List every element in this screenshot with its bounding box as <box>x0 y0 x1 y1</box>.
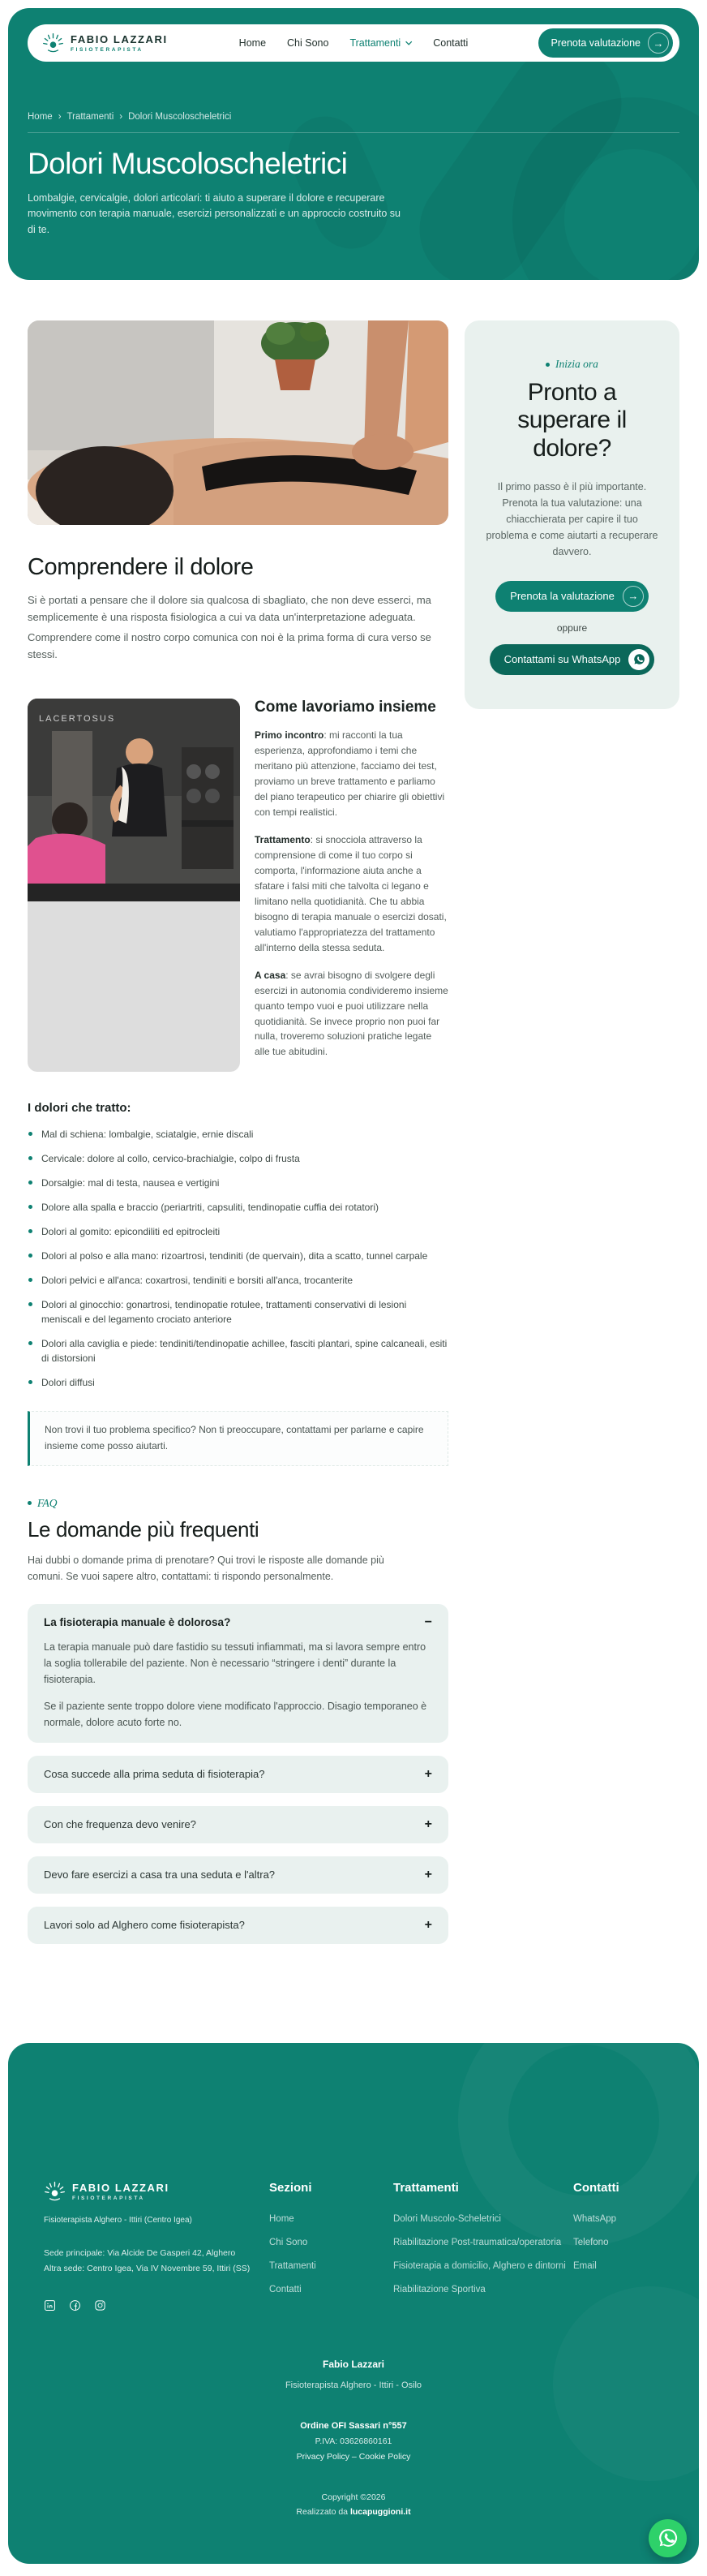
whatsapp-contact-button[interactable]: Contattami su WhatsApp <box>490 644 655 675</box>
breadcrumb <box>28 112 679 122</box>
breadcrumb-trattamenti[interactable]: Trattamenti <box>66 112 114 122</box>
list-item: Dolori diffusi <box>28 1375 448 1390</box>
address-line: Altra sede: Centro Igea, Via IV Novembre 59, Ittiri (SS) <box>44 2263 251 2273</box>
section-heading-comprendere: Comprendere il dolore <box>28 554 254 581</box>
or-divider: oppure <box>556 621 588 634</box>
photo-gym-session <box>28 699 240 1072</box>
footer-brand-logo[interactable] <box>44 2181 269 2203</box>
expand-plus-icon[interactable]: + <box>424 1867 432 1881</box>
privacy-policy-link[interactable]: Privacy Policy <box>296 2451 350 2462</box>
faq-item[interactable] <box>28 1756 448 1793</box>
footer-column-contatti <box>573 2181 619 2312</box>
list-item: Dolori al ginocchio: gonartrosi, tendinopatie rotulee, trattamenti conservativi di lesioni meniscali e del legamento crociato anteriore <box>28 1297 448 1327</box>
brand-logo[interactable] <box>42 32 168 54</box>
footer-legal <box>44 2359 663 2517</box>
footer-link-whatsapp[interactable]: WhatsApp <box>573 2213 617 2224</box>
navbar <box>28 24 679 62</box>
eyebrow-dot <box>28 1501 32 1505</box>
faq-item-expanded[interactable] <box>28 1604 448 1743</box>
footer-link-domicilio[interactable]: Fisioterapia a domicilio, Alghero e dintorni <box>393 2260 566 2271</box>
faq-intro: Hai dubbi o domande prima di prenotare? Qui trovi le risposte alle domande più comuni. Se vuoi sapere altro, contattami: ti rispondo personalmente. <box>28 1554 384 1582</box>
list-item: Dorsalgie: mal di testa, nausea e vertigini <box>28 1176 448 1190</box>
hero-section <box>8 8 699 280</box>
expand-plus-icon[interactable]: + <box>424 1766 432 1781</box>
arrow-right-icon: → <box>623 586 644 607</box>
footer-column-title: Contatti <box>573 2180 619 2195</box>
main-content <box>0 280 707 1944</box>
nav-item-chi-sono[interactable]: Chi Sono <box>287 37 329 49</box>
faq-answer: La terapia manuale può dare fastidio su tessuti infiammati, ma si lavora sempre entro la soglia tollerabile del paziente. Non è necessario “stringere i denti” durante la fisioterapia. <box>44 1641 426 1685</box>
faq-item[interactable] <box>28 1907 448 1944</box>
footer-link-home[interactable]: Home <box>269 2213 294 2224</box>
cookie-policy-link[interactable]: Cookie Policy <box>358 2451 411 2462</box>
nav-item-contatti[interactable]: Contatti <box>433 37 469 49</box>
linkedin-icon[interactable] <box>44 2299 56 2312</box>
faq-question: Lavori solo ad Alghero come fisioterapista? <box>44 1919 245 1932</box>
faq-item[interactable] <box>28 1806 448 1843</box>
faq-question: Devo fare esercizi a casa tra una seduta e l'altra? <box>44 1869 276 1881</box>
eye-logo-icon <box>42 32 64 54</box>
footer-owner-name: Fabio Lazzari <box>322 2358 384 2370</box>
faq-question: Con che frequenza devo venire? <box>44 1818 196 1831</box>
together-paragraph-2: Trattamento: si snocciola attraverso la comprensione di come il tuo corpo si comporta, l'informazione aiuta anche a sfatare i falsi miti che talvolta ci legano e limitano nella quotidianità. Che tu abbia bisogno di terapia manuale o esercizi dosati, valutiamo l'appropriatezza del trattamento all'interno della stessa seduta. <box>255 834 447 953</box>
intro-paragraph-1: Si è portati a pensare che il dolore sia qualcosa di sbagliato, che non deve esserci, ma semplicemente è una risposta fisiologica a cui va data un'interpretazione adeguata. <box>28 594 431 623</box>
credits-link[interactable]: lucapuggioni.it <box>349 2506 411 2517</box>
cta-eyebrow: Inizia ora <box>486 358 658 371</box>
footer-column-title: Sezioni <box>269 2180 312 2195</box>
breadcrumb-separator: › <box>119 112 123 122</box>
chevron-down-icon <box>405 41 412 45</box>
footer-link-dolori[interactable]: Dolori Muscolo-Scheletrici <box>393 2213 501 2224</box>
list-item: Cervicale: dolore al collo, cervico-brachialgie, colpo di frusta <box>28 1151 448 1166</box>
footer-brand-name: FABIO LAZZARI <box>72 2182 169 2195</box>
breadcrumb-separator: › <box>58 112 62 122</box>
nav-item-trattamenti[interactable]: Trattamenti <box>349 37 412 49</box>
list-item: Dolori al polso e alla mano: rizoartrosi, tendiniti (de quervain), dita a scatto, tunnel carpale <box>28 1249 448 1263</box>
footer-copyright: Copyright ©2026 <box>321 2492 386 2502</box>
eyebrow-dot <box>546 363 550 367</box>
svg-text:LACERTOSUS: LACERTOSUS <box>39 714 116 725</box>
footer-link-riabilitazione-post[interactable]: Riabilitazione Post-traumatica/operatoria <box>393 2237 562 2247</box>
facebook-icon[interactable] <box>69 2299 81 2312</box>
faq-list <box>28 1604 448 1944</box>
address-line: Sede principale: Via Alcide De Gasperi 42, Alghero <box>44 2247 236 2258</box>
cta-card <box>465 320 679 709</box>
footer-addresses <box>44 2246 269 2277</box>
footer-order-number: Ordine OFI Sassari n°557 <box>300 2420 407 2431</box>
faq-section <box>28 1497 448 1944</box>
brand-name: FABIO LAZZARI <box>71 33 168 45</box>
hero-divider <box>28 132 679 133</box>
list-item: Mal di schiena: lombalgie, sciatalgie, ernie discali <box>28 1127 448 1142</box>
footer-link-trattamenti[interactable]: Trattamenti <box>269 2260 316 2271</box>
footer-link-sportiva[interactable]: Riabilitazione Sportiva <box>393 2284 486 2294</box>
nav-item-home[interactable]: Home <box>238 37 267 49</box>
faq-question: La fisioterapia manuale è dolorosa? <box>44 1616 231 1629</box>
list-item: Dolore alla spalla e braccio (periartriti, capsuliti, tendinopatie cuffia dei rotatori) <box>28 1200 448 1215</box>
footer-link-chi-sono[interactable]: Chi Sono <box>269 2237 308 2247</box>
eye-logo-icon <box>44 2181 66 2203</box>
book-evaluation-button-card[interactable]: Prenota la valutazione → <box>495 581 649 612</box>
footer-column-trattamenti <box>393 2181 573 2312</box>
note-callout: Non trovi il tuo problema specifico? Non ti preoccupare, contattami per parlarne e capire insieme come posso aiutarti. <box>28 1411 448 1466</box>
expand-plus-icon[interactable]: + <box>424 1817 432 1831</box>
together-paragraph-1: Primo incontro: mi racconti la tua esperienza, approfondiamo i temi che meritano più attenzione, facciamo dei test, proviamo un breve trattamento e parliamo del piano terapeutico per chiarire gli obiettivi con tempi realistici. <box>255 729 445 819</box>
expand-plus-icon[interactable]: + <box>424 1917 432 1932</box>
list-item: Dolori alla caviglia e piede: tendiniti/tendinopatie achillee, fasciti plantari, spine calcaneali, esiti di distorsioni <box>28 1336 448 1365</box>
intro-paragraph-2: Comprendere come il nostro corpo comunica con noi è la prima forma di cura verso se stessi. <box>28 630 431 660</box>
footer-link-email[interactable]: Email <box>573 2260 597 2271</box>
breadcrumb-home[interactable]: Home <box>28 112 53 122</box>
page-subtitle: Lombalgie, cervicalgie, dolori articolari: ti aiuto a superare il dolore e recuperare movimento con terapia manuale, esercizi personalizzati e un approccio costruito su di te. <box>28 192 401 235</box>
faq-answer: Se il paziente sente troppo dolore viene modificato l'approccio. Disagio temporaneo è normale, dolore acuto forte no. <box>44 1700 427 1728</box>
footer-link-telefono[interactable]: Telefono <box>573 2237 609 2247</box>
footer-vat: P.IVA: 03626860161 <box>315 2436 392 2446</box>
pains-heading: I dolori che tratto: <box>28 1101 131 1116</box>
hero-decor-ring <box>512 97 699 280</box>
book-evaluation-button[interactable]: Prenota valutazione → <box>538 28 674 58</box>
gym-rack-decor <box>182 747 234 869</box>
footer-column-sezioni <box>269 2181 393 2312</box>
arrow-right-icon: → <box>648 32 669 54</box>
footer <box>8 2043 699 2564</box>
footer-link-contatti[interactable]: Contatti <box>269 2284 302 2294</box>
page-title: Dolori Muscoloscheletrici <box>28 147 348 180</box>
whatsapp-floating-button[interactable] <box>649 2519 687 2557</box>
nav-links <box>239 37 469 49</box>
faq-heading: Le domande più frequenti <box>28 1516 259 1542</box>
faq-question: Cosa succede alla prima seduta di fisioterapia? <box>44 1768 265 1781</box>
list-item: Dolori pelvici e all'anca: coxartrosi, tendiniti e borsiti all'anca, trocanterite <box>28 1273 448 1288</box>
footer-brand-subtitle: FISIOTERAPISTA <box>72 2195 145 2202</box>
footer-column-title: Trattamenti <box>393 2180 459 2195</box>
breadcrumb-current: Dolori Muscoloscheletrici <box>128 112 232 122</box>
brand-subtitle: FISIOTERAPISTA <box>71 47 144 53</box>
faq-item[interactable] <box>28 1856 448 1894</box>
list-item: Dolori al gomito: epicondiliti ed epitrocleiti <box>28 1224 448 1239</box>
footer-credits: Realizzato da lucapuggioni.it <box>296 2506 411 2517</box>
whatsapp-icon <box>658 2527 679 2548</box>
footer-owner-subtitle: Fisioterapista Alghero - Ittiri - Osilo <box>285 2380 422 2390</box>
instagram-icon[interactable] <box>94 2299 106 2312</box>
whatsapp-icon <box>628 649 649 670</box>
pains-list <box>28 1127 448 1390</box>
cta-title: Pronto a superare il dolore? <box>517 379 627 462</box>
footer-tagline: Fisioterapista Alghero - Ittiri (Centro Igea) <box>44 2215 192 2225</box>
collapse-minus-icon[interactable]: − <box>424 1615 432 1629</box>
cta-text: Il primo passo è il più importante. Prenota la tua valutazione: una chiacchierata per capire il tuo problema e come aiutarti a recuperare davvero. <box>486 480 658 557</box>
social-links <box>44 2299 269 2312</box>
together-paragraph-3: A casa: se avrai bisogno di svolgere degli esercizi in autonomia condivideremo insieme quanto tempo vuoi e puoi utilizzare nella quotidianità. Se invece proprio non puoi far nulla, troveremo soluzioni pratiche legate alle tue abitudini. <box>255 969 448 1058</box>
footer-policies: Privacy Policy – Cookie Policy <box>296 2451 411 2462</box>
photo-massage-treatment <box>28 320 448 525</box>
section-heading-lavoriamo: Come lavoriamo insieme <box>255 699 436 716</box>
faq-eyebrow: FAQ <box>28 1497 448 1510</box>
